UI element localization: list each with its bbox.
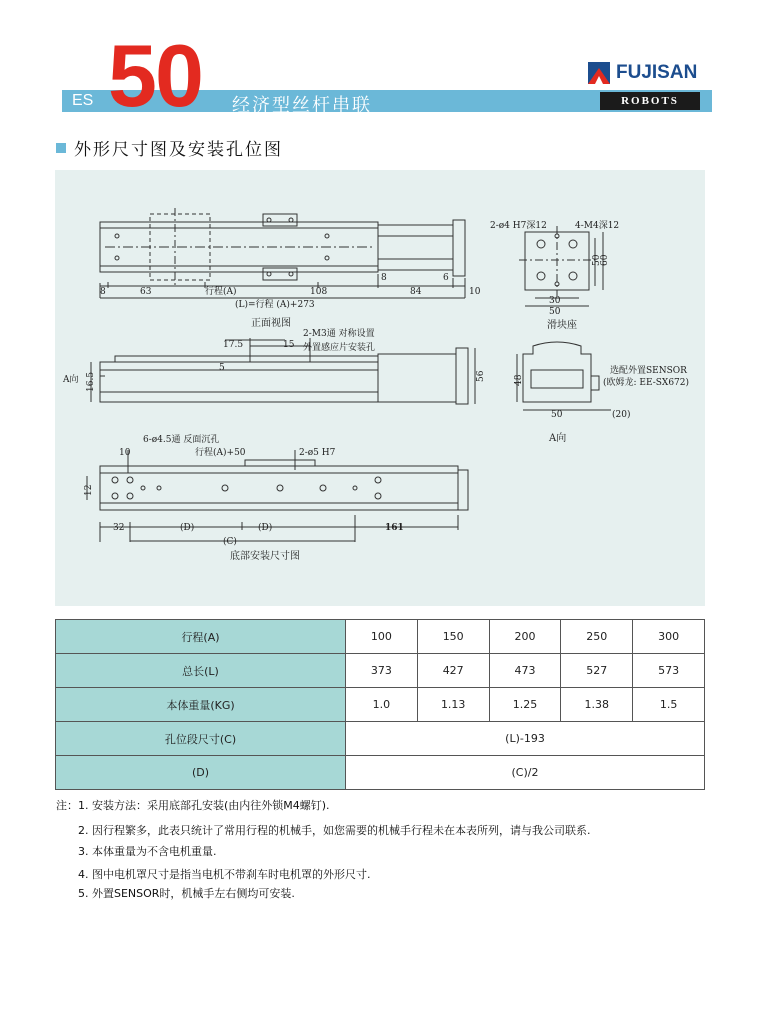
front-view-caption: 正面视图 <box>251 318 291 329</box>
table-cell: 527 <box>561 654 633 688</box>
table-cell: 250 <box>561 620 633 654</box>
front-dim-84: 84 <box>410 287 422 297</box>
slider-dim-50h: 50 <box>592 254 602 266</box>
front-dim-10: 10 <box>469 287 481 297</box>
table-row <box>56 654 705 688</box>
table-cell: 427 <box>417 654 489 688</box>
end-view-caption: A向 <box>549 433 567 444</box>
table-cell: 1.5 <box>633 688 705 722</box>
table-cell: 200 <box>489 620 561 654</box>
side-dim-15: 15 <box>283 340 295 350</box>
slider-caption: 滑块座 <box>547 320 577 331</box>
slider-dim-30: 30 <box>549 296 561 306</box>
table-cell: 373 <box>346 654 418 688</box>
spec-table <box>55 619 705 790</box>
bottom-dim-d1: (D) <box>180 523 195 533</box>
table-cell: 100 <box>346 620 418 654</box>
dimension-drawing <box>55 170 705 606</box>
row-label-length: 总长(L) <box>56 654 346 688</box>
page-header <box>0 0 760 130</box>
row-label-hole-section: 孔位段尺寸(C) <box>56 722 346 756</box>
side-dim-17-5: 17.5 <box>223 340 244 350</box>
series-prefix: ES <box>72 92 94 109</box>
bottom-dim-d2: (D) <box>258 523 273 533</box>
side-dim-16-5: 16.5 <box>86 371 96 392</box>
row-label-weight: 本体重量(KG) <box>56 688 346 722</box>
bottom-dim-32: 32 <box>113 523 125 533</box>
table-cell-merged: (L)-193 <box>346 722 705 756</box>
bottom-dim-161: 161 <box>385 523 404 533</box>
end-dim-50: 50 <box>551 410 563 420</box>
bottom-dim-12: 12 <box>84 484 94 496</box>
bottom-dim-10: 10 <box>119 448 131 458</box>
side-holes-note: 2-M3通 对称设置 <box>303 329 375 339</box>
slider-dim-60: 60 <box>600 254 610 266</box>
table-cell: 1.13 <box>417 688 489 722</box>
note-4: 4. 图中电机罩尺寸是指当电机不带刹车时电机罩的外形尺寸. <box>78 868 371 881</box>
front-dim-108: 108 <box>310 287 328 297</box>
table-row <box>56 722 705 756</box>
table-cell: 473 <box>489 654 561 688</box>
bottom-hole-note: 6-ø4.5通 反面沉孔 <box>143 435 220 445</box>
front-dim-8b: 8 <box>381 273 387 283</box>
product-title: 经济型丝杆串联 <box>232 95 372 116</box>
side-dim-56: 56 <box>476 370 486 382</box>
table-cell: 1.0 <box>346 688 418 722</box>
fujisan-logo-icon <box>588 62 610 84</box>
front-dim-total: (L)=行程 (A)+273 <box>235 300 315 310</box>
front-dim-6: 6 <box>443 273 449 283</box>
front-view <box>100 208 465 298</box>
table-cell: 1.38 <box>561 688 633 722</box>
front-dim-stroke: 行程(A) <box>205 287 237 297</box>
slider-pin-note: 2-ø4 H7深12 <box>490 221 547 231</box>
section-heading <box>56 135 283 160</box>
bottom-view-caption: 底部安装尺寸图 <box>230 551 300 562</box>
model-number: 50 <box>108 26 202 125</box>
section-title: 外形尺寸图及安装孔位图 <box>74 140 283 160</box>
note-1: 注：1. 安装方法：采用底部孔安装(由内往外锁M4螺钉). <box>56 799 330 812</box>
note-2: 2. 因行程繁多，此表只统计了常用行程的机械手，如您需要的机械手行程未在本表所列，请与我公司联系. <box>78 824 591 837</box>
note-5: 5. 外置SENSOR时，机械手左右侧均可安装. <box>78 887 295 900</box>
table-row <box>56 756 705 790</box>
slider-tap-note: 4-M4深12 <box>575 221 620 231</box>
brand-robots-label: ROBOTS <box>600 92 700 110</box>
drawing-svg <box>55 170 705 606</box>
table-cell: 573 <box>633 654 705 688</box>
row-label-d: (D) <box>56 756 346 790</box>
bottom-pin-note: 2-ø5 H7 <box>299 448 336 458</box>
end-dim-20: (20) <box>612 410 631 420</box>
end-view <box>517 342 611 410</box>
front-dim-63: 63 <box>140 287 152 297</box>
section-bullet-icon <box>56 143 66 153</box>
end-sensor-note-2: (欧姆龙: EE-SX672) <box>603 378 690 388</box>
front-dim-8a: 8 <box>100 287 106 297</box>
table-cell: 300 <box>633 620 705 654</box>
bottom-view <box>87 450 468 542</box>
brand-name: FUJISAN <box>616 62 698 83</box>
slider-dim-50: 50 <box>549 307 561 317</box>
side-a-direction: A向 <box>63 375 79 385</box>
bottom-dim-stroke: 行程(A)+50 <box>195 448 246 458</box>
end-sensor-note-1: 选配外置SENSOR <box>610 366 687 376</box>
slider-seat-view <box>519 226 603 306</box>
table-cell: 1.25 <box>489 688 561 722</box>
side-dim-5: 5 <box>219 363 225 373</box>
side-sensor-note: 外置感应片安装孔 <box>303 343 376 353</box>
note-3: 3. 本体重量为不含电机重量. <box>78 845 217 858</box>
end-dim-48: 48 <box>514 374 524 386</box>
bottom-dim-c: (C) <box>223 537 237 547</box>
brand-logo <box>588 62 697 84</box>
table-row <box>56 620 705 654</box>
table-row <box>56 688 705 722</box>
table-cell: 150 <box>417 620 489 654</box>
row-label-stroke: 行程(A) <box>56 620 346 654</box>
table-cell-merged: (C)/2 <box>346 756 705 790</box>
